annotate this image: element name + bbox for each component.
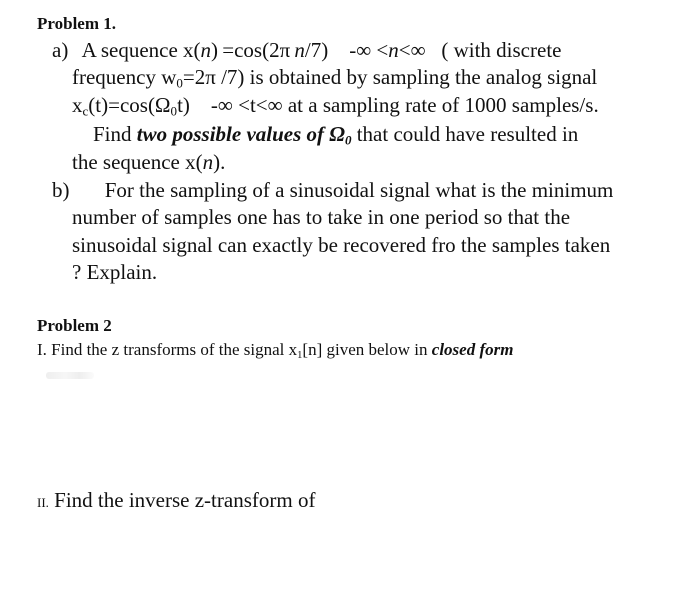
part-a-line-1: a) A sequence x(n) =cos(2π n/7) -∞ <n<∞ ( with discrete <box>52 38 562 62</box>
part-a-line-4: Find two possible values of $\Omega_0$ that could have resulted in <box>93 122 579 148</box>
part-a-line-3: $x_c(t)=\cos(\Omega_0t)$ -∞ <t<∞ at a sampling rate of 1000 samples/s. <box>72 93 599 119</box>
problem-2-item-2: II. Find the inverse z-transform of <box>37 488 316 512</box>
part-a-label: a) <box>52 38 69 62</box>
part-b-line-2: number of samples one has to take in one period so that the <box>72 205 571 229</box>
part-b-label: b) <box>52 178 70 202</box>
part-a-line-2: frequency $w_0=2\pi$ /7) is obtained by sampling the analog signal <box>72 65 598 91</box>
problem-2-title: Problem 2 <box>37 316 112 335</box>
problem-1-title: Problem 1. <box>37 14 117 33</box>
item-2-label: II. <box>37 495 49 510</box>
faint-artifact <box>46 372 94 379</box>
problem-2-item-1: I. Find the z transforms of the signal $x_1[n]$ given below in closed form <box>37 340 514 361</box>
part-a-line-5: the sequence x(n). <box>72 150 226 174</box>
part-b-line-1: b) For the sampling of a sinusoidal signal what is the minimum <box>52 178 614 202</box>
part-b-line-4: ? Explain. <box>72 260 158 284</box>
part-b-line-3: sinusoidal signal can exactly be recovered fro the samples taken <box>72 233 611 257</box>
